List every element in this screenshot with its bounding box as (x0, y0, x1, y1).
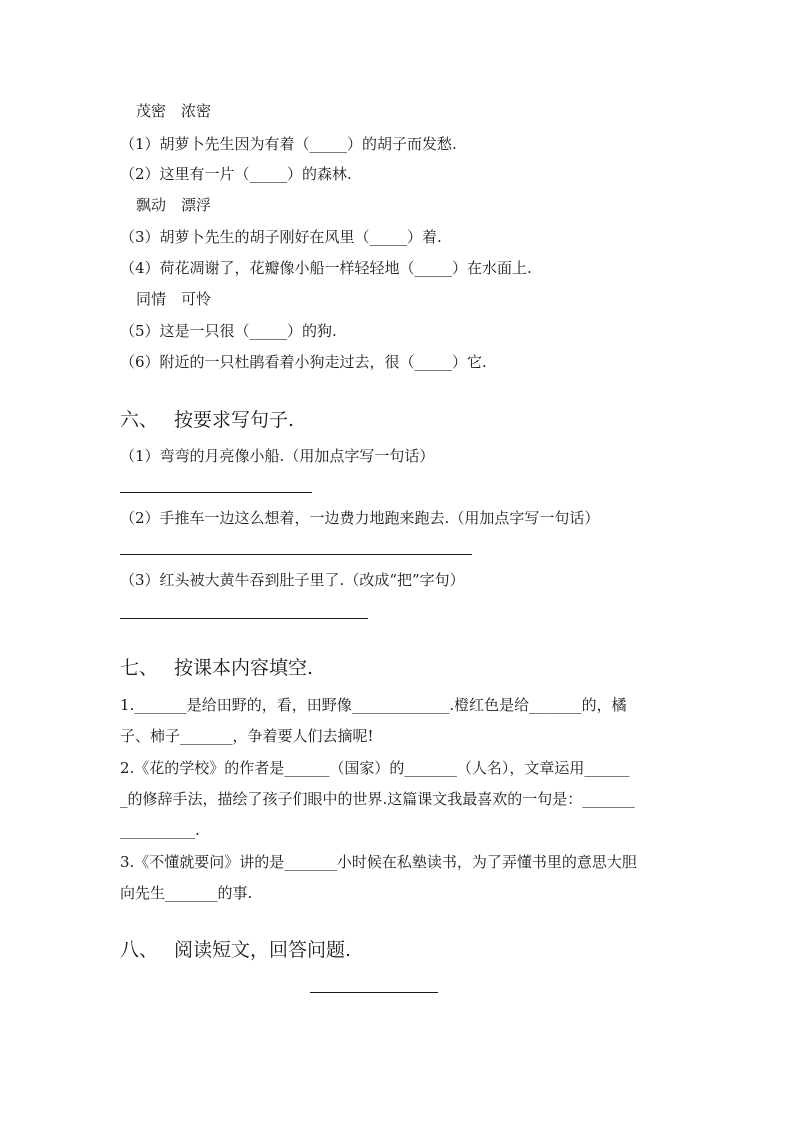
section-7-number: 七、 (120, 657, 159, 679)
section-8-number: 八、 (120, 939, 159, 961)
section-6-number: 六、 (120, 409, 159, 431)
question-item-5: （5）这是一只很（_____）的狗. (120, 322, 337, 340)
section-8-title: 阅读短文，回答问题. (174, 939, 352, 961)
question-item-6: （6）附近的一只杜鹃看着小狗走过去，很（_____）它. (120, 353, 487, 371)
answer-line-3 (120, 618, 368, 619)
answer-line-2 (120, 554, 472, 555)
fill-line-3: 2.《花的学校》的作者是______（国家）的_______（人名），文章运用______ (120, 759, 630, 777)
word-choice-group-1: 茂密 浓密 (136, 102, 212, 120)
fill-line-2: 子、柿子_______，争着要人们去摘呢! (120, 727, 374, 745)
word-choice-group-3: 同情 可怜 (136, 290, 212, 308)
fill-line-5: __________. (120, 821, 200, 839)
rewrite-item-3: （3）红头被大黄牛吞到肚子里了.（改成“把”字句） (120, 571, 465, 589)
question-item-4: （4）荷花凋谢了，花瓣像小船一样轻轻地（_____）在水面上. (120, 259, 532, 277)
fill-line-1: 1._______是给田野的，看，田野像_____________.橙红色是给_______的，橘 (120, 696, 627, 714)
rewrite-item-1: （1）弯弯的月亮像小船.（用加点字写一句话） (120, 447, 435, 465)
question-item-3: （3）胡萝卜先生的胡子刚好在风里（_____）着. (120, 228, 442, 246)
fill-line-6: 3.《不懂就要问》讲的是_______小时候在私塾读书，为了弄懂书里的意思大胆 (120, 853, 637, 871)
question-item-2: （2）这里有一片（_____）的森林. (120, 165, 352, 183)
rewrite-item-2: （2）手推车一边这么想着，一边费力地跑来跑去.（用加点字写一句话） (120, 509, 600, 527)
answer-line-1 (120, 492, 312, 493)
fill-line-4: _的修辞手法，描绘了孩子们眼中的世界.这篇课文我最喜欢的一句是：_______ (120, 790, 635, 808)
section-6-heading (120, 408, 294, 432)
section-7-title: 按课本内容填空. (174, 657, 314, 679)
question-item-1: （1）胡萝卜先生因为有着（_____）的胡子而发愁. (120, 135, 457, 153)
section-8-heading (120, 938, 351, 962)
word-choice-group-2: 飘动 漂浮 (136, 196, 212, 214)
title-line (310, 992, 438, 993)
section-6-title: 按要求写句子. (174, 409, 295, 431)
fill-line-7: 向先生_______的事. (120, 884, 253, 902)
section-7-heading (120, 656, 313, 680)
